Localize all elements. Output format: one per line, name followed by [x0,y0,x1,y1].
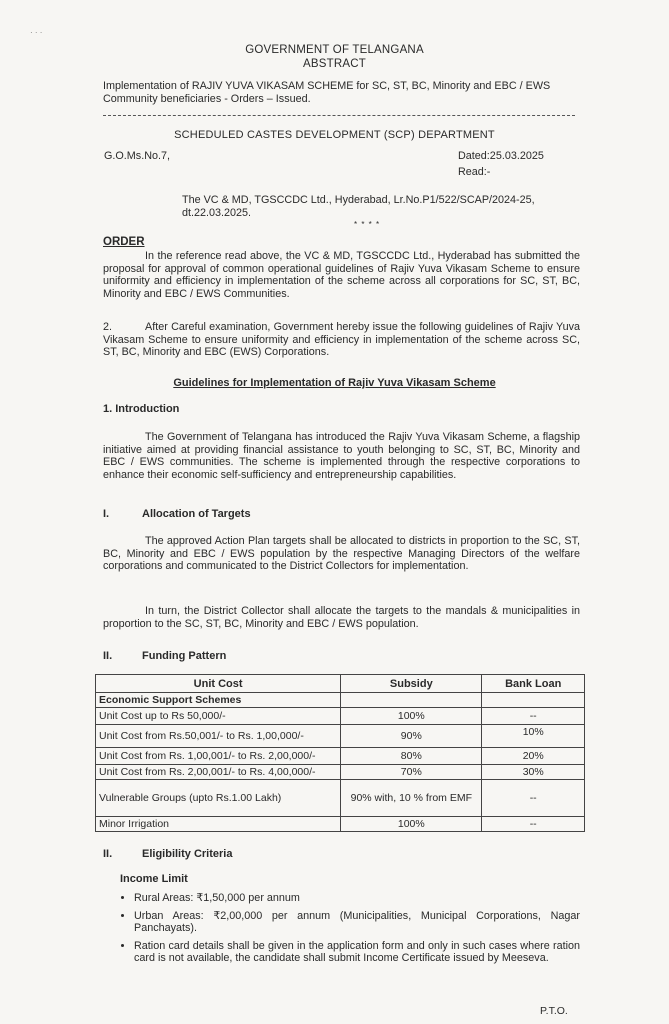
funding-table [95,674,585,832]
separator-stars: * * * * [354,220,381,229]
order-title: ORDER [103,236,145,248]
scan-specks: · · · [30,28,43,37]
subsidy-cell: 100% [341,708,482,725]
column-header-subsidy: Subsidy [341,675,482,693]
subsidy-cell: 80% [341,748,482,765]
unit-cost-cell: Unit Cost up to Rs 50,000/- [96,708,341,725]
table-row [96,708,585,725]
bank-loan-cell: -- [482,708,585,725]
table-cell [482,693,585,708]
list-item: • Ration card details shall be given in the application form and only in such cases where ration card is not available, the candidate shall submit Income Certificate issued by Meeseva. [134,940,580,965]
table-row [96,780,585,817]
subsidy-cell: 90% with, 10 % from EMF [341,780,482,817]
subsidy-cell: 100% [341,817,482,832]
eligibility-number: II. [103,848,113,860]
table-row [96,725,585,748]
unit-cost-cell: Unit Cost from Rs.50,001/- to Rs. 1,00,000/- [96,725,341,748]
pto-label: P.T.O. [540,1005,568,1017]
bank-loan-cell: 10% [482,725,585,748]
dated: Dated:25.03.2025 [458,150,544,162]
table-row [96,693,585,708]
bank-loan-cell: 30% [482,765,585,780]
unit-cost-cell: Unit Cost from Rs. 1,00,001/- to Rs. 2,00,000/- [96,748,341,765]
order-para-1: In the reference read above, the VC & MD, TGSCCDC Ltd., Hyderabad has submitted the proposal for approval of common operational guidelines of Rajiv Yuva Vikasam Scheme to ensure uniformity and efficiency in implementation of the scheme across all corporations for SC, ST, BC, Minority and EBC / EWS Communities. [103,250,580,300]
column-header-bank-loan: Bank Loan [482,675,585,693]
order-para-2: After Careful examination, Government hereby issue the following guidelines of Rajiv Yuva Vikasam Scheme to ensure uniformity and efficiency in implementation of the scheme across SC, ST, BC, Minority and EBC (EWS) Corporations. [103,321,580,359]
funding-heading: Funding Pattern [142,650,227,662]
subsidy-cell: 70% [341,765,482,780]
table-row [96,817,585,832]
bank-loan-cell: 20% [482,748,585,765]
abstract-heading: ABSTRACT [303,58,366,70]
group-label: Economic Support Schemes [96,693,341,708]
para-2-number: 2. [103,321,113,333]
table-cell [341,693,482,708]
bank-loan-cell: -- [482,817,585,832]
reference-text: The VC & MD, TGSCCDC Ltd., Hyderabad, Lr.No.P1/522/SCAP/2024-25, dt.22.03.2025. [182,194,535,219]
eligibility-heading: Eligibility Criteria [142,848,233,860]
income-limit-subheading: Income Limit [120,873,188,885]
unit-cost-cell: Minor Irrigation [96,817,341,832]
bank-loan-cell: -- [482,780,585,817]
table-header-row [96,675,585,693]
allocation-para-1: The approved Action Plan targets shall be allocated to districts in proportion to the SC, ST, BC, Minority and EBC / EWS population by the respective Managing Directors of the welfare corporations and communicated to the District Collectors for implementation. [103,535,580,573]
allocation-number: I. [103,508,110,520]
subsidy-cell: 90% [341,725,482,748]
read-label: Read:- [458,166,491,178]
allocation-para-2: In turn, the District Collector shall allocate the targets to the mandals & municipalities in proportion to the SC, ST, BC, Minority and EBC / EWS population. [103,605,580,630]
table-row [96,765,585,780]
eligibility-list [120,892,580,970]
allocation-heading: Allocation of Targets [142,508,251,520]
government-heading: GOVERNMENT OF TELANGANA [245,44,424,56]
department-heading: SCHEDULED CASTES DEVELOPMENT (SCP) DEPARTMENT [174,129,495,141]
intro-text: The Government of Telangana has introduced the Rajiv Yuva Vikasam Scheme, a flagship initiative aimed at providing financial assistance to youth belonging to SC, ST, BC, Minority and EBC / EWS communities. The scheme is implemented through the respective corporations to enhance their economic self-sufficiency and entrepreneurship capabilities. [103,431,580,481]
funding-number: II. [103,650,113,662]
list-item: • Urban Areas: ₹2,00,000 per annum (Municipalities, Municipal Corporations, Nagar Panchayats). [134,910,580,935]
guidelines-title: Guidelines for Implementation of Rajiv Yuva Vikasam Scheme [173,377,496,389]
column-header-unit-cost: Unit Cost [96,675,341,693]
table-row [96,748,585,765]
subject-line: Implementation of RAJIV YUVA VIKASAM SCHEME for SC, ST, BC, Minority and EBC / EWS Community beneficiaries - Orders – Issued. [103,80,551,105]
go-number: G.O.Ms.No.7, [104,150,170,162]
divider [103,115,575,116]
unit-cost-cell: Unit Cost from Rs. 2,00,001/- to Rs. 4,00,000/- [96,765,341,780]
unit-cost-cell: Vulnerable Groups (upto Rs.1.00 Lakh) [96,780,341,817]
intro-heading: 1. Introduction [103,403,180,415]
list-item: • Rural Areas: ₹1,50,000 per annum [134,892,580,905]
